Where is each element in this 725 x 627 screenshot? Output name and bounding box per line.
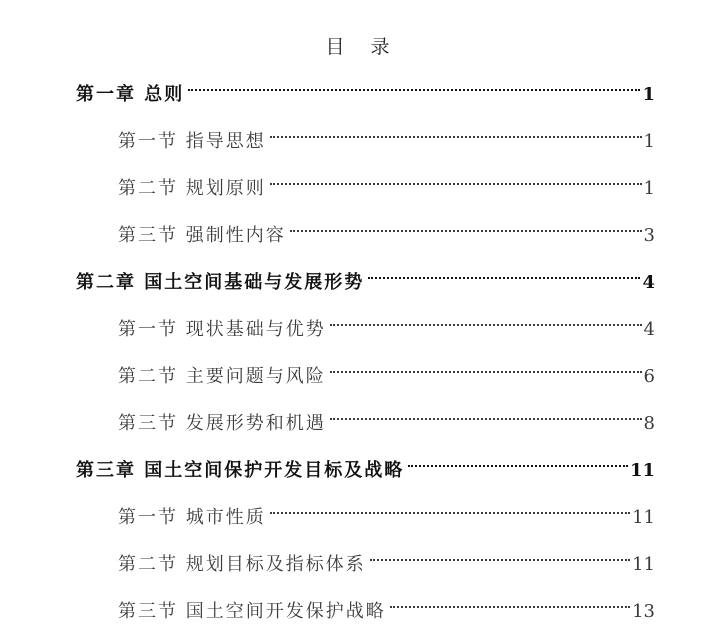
toc-page-number: 11 [629, 460, 655, 481]
toc-page-number: 11 [632, 507, 655, 528]
toc-page-number: 4 [643, 319, 655, 340]
toc-section-entry[interactable] [118, 399, 655, 434]
toc-chapter-entry[interactable] [76, 446, 655, 481]
dot-leader [330, 352, 642, 382]
dot-leader [270, 493, 630, 523]
dot-leader [408, 446, 628, 476]
toc-entry-label: 第一节 指导思想 [118, 131, 266, 152]
dot-leader [330, 305, 642, 335]
dot-leader [330, 399, 642, 429]
toc-page-number: 8 [643, 413, 655, 434]
toc-entry-label: 第三节 发展形势和机遇 [118, 413, 326, 434]
toc-chapter-entry[interactable] [76, 258, 655, 293]
dot-leader [290, 211, 642, 241]
toc-entry-label: 第三节 国土空间开发保护战略 [118, 601, 386, 622]
toc-section-entry[interactable] [118, 211, 655, 246]
toc-entry-label: 第二章 国土空间基础与发展形势 [76, 272, 365, 293]
toc-page-number: 4 [642, 272, 655, 293]
dot-leader [270, 117, 642, 147]
toc-entry-label: 第二节 规划原则 [118, 178, 266, 199]
toc-entry-label: 第一节 现状基础与优势 [118, 319, 326, 340]
toc-page-number: 13 [632, 601, 655, 622]
toc-entry-label: 第三章 国土空间保护开发目标及战略 [76, 460, 405, 481]
toc-section-entry[interactable] [118, 117, 655, 152]
toc-title: 目 录 [325, 36, 400, 58]
dot-leader [368, 258, 640, 288]
toc-page-number: 6 [643, 366, 655, 387]
toc-section-entry[interactable] [118, 540, 655, 575]
toc-section-entry[interactable] [118, 352, 655, 387]
toc-page-number: 11 [632, 554, 655, 575]
toc-page-number: 1 [643, 131, 655, 152]
toc-section-entry[interactable] [118, 164, 655, 199]
dot-leader [390, 587, 630, 617]
dot-leader [270, 164, 642, 194]
toc-section-entry[interactable] [118, 493, 655, 528]
toc-entry-label: 第一章 总则 [76, 84, 185, 105]
toc-section-entry[interactable] [118, 305, 655, 340]
toc-chapter-entry[interactable] [76, 70, 655, 105]
toc-page-number: 1 [642, 84, 655, 105]
dot-leader [188, 70, 640, 100]
toc-entry-label: 第三节 强制性内容 [118, 225, 286, 246]
toc-page-number: 1 [643, 178, 655, 199]
toc-entry-label: 第二节 主要问题与风险 [118, 366, 326, 387]
toc-entry-label: 第一节 城市性质 [118, 507, 266, 528]
toc-entry-label: 第二节 规划目标及指标体系 [118, 554, 366, 575]
toc-section-entry[interactable] [118, 587, 655, 622]
toc-page-number: 3 [643, 225, 655, 246]
dot-leader [370, 540, 630, 570]
